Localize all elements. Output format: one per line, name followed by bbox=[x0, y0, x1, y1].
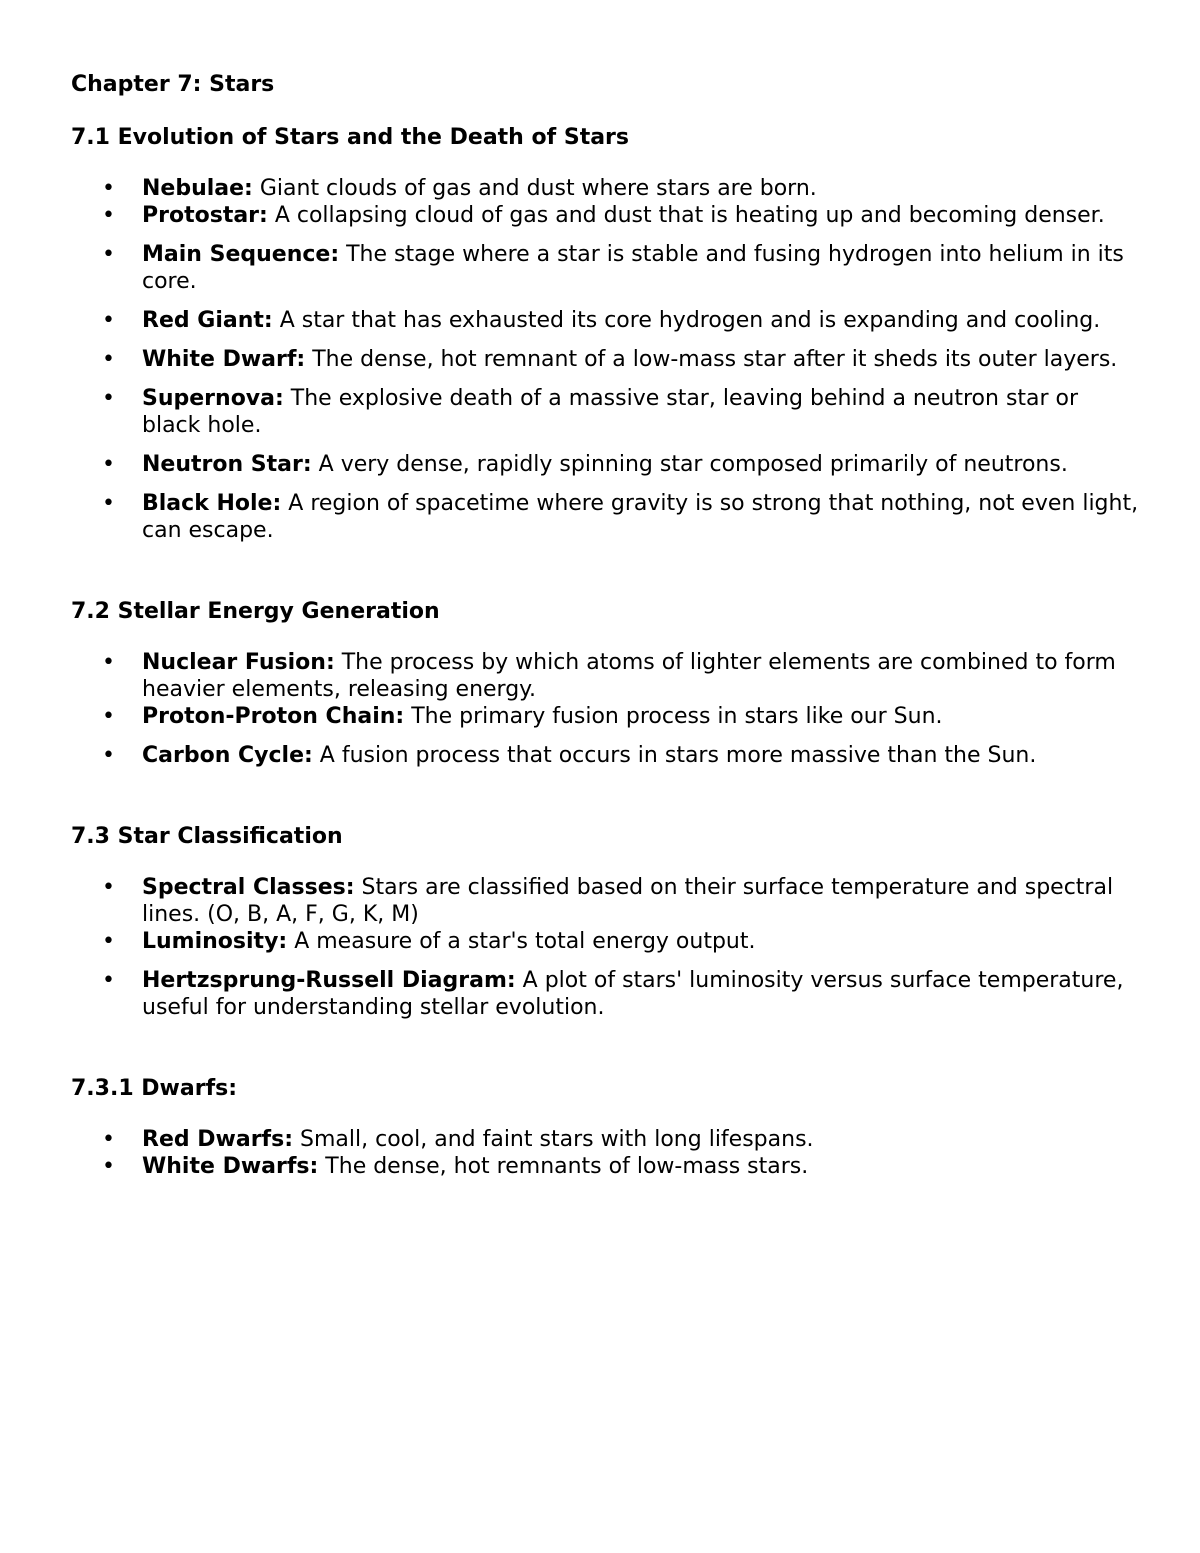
section-title: 7.2 Stellar Energy Generation bbox=[71, 599, 440, 624]
bullet-icon: • bbox=[102, 650, 115, 675]
term-label: Spectral Classes: bbox=[142, 875, 355, 900]
bullet-icon: • bbox=[102, 1154, 115, 1179]
term-definition: Stars are classified based on their surface temperature and spectral lines. (O, B, A, F, G, K, M) bbox=[142, 875, 1114, 927]
list-item bbox=[71, 1153, 1141, 1180]
term-label: White Dwarf: bbox=[142, 347, 306, 372]
list-item bbox=[71, 241, 1141, 295]
term-definition: Small, cool, and faint stars with long lifespans. bbox=[293, 1127, 814, 1152]
term-label: Nuclear Fusion: bbox=[142, 650, 335, 675]
term-label: Red Giant: bbox=[142, 308, 273, 333]
bullet-icon: • bbox=[102, 743, 115, 768]
section-title: 7.3 Star Classification bbox=[71, 824, 343, 849]
list-item bbox=[71, 703, 1141, 730]
bullet-icon: • bbox=[102, 203, 115, 228]
section-title: 7.1 Evolution of Stars and the Death of Stars bbox=[71, 125, 630, 150]
bullet-icon: • bbox=[102, 386, 115, 411]
list-item bbox=[71, 385, 1141, 439]
bullet-icon: • bbox=[102, 704, 115, 729]
bullet-icon: • bbox=[102, 1127, 115, 1152]
term-label: Hertzsprung-Russell Diagram: bbox=[142, 968, 516, 993]
list-item bbox=[71, 307, 1141, 334]
bullet-icon: • bbox=[102, 929, 115, 954]
term-list bbox=[71, 874, 1141, 1021]
term-label: Neutron Star: bbox=[142, 452, 312, 477]
term-definition: The explosive death of a massive star, leaving behind a neutron star or black hole. bbox=[142, 386, 1079, 438]
term-definition: A region of spacetime where gravity is so strong that nothing, not even light, can escape. bbox=[142, 491, 1139, 543]
term-label: Supernova: bbox=[142, 386, 284, 411]
term-list bbox=[71, 1126, 1141, 1180]
term-list bbox=[71, 649, 1141, 769]
term-label: Black Hole: bbox=[142, 491, 282, 516]
term-definition: Giant clouds of gas and dust where stars are born. bbox=[252, 176, 817, 201]
list-item bbox=[71, 451, 1141, 478]
list-item bbox=[71, 346, 1141, 373]
term-definition: The process by which atoms of lighter elements are combined to form heavier elements, releasing energy. bbox=[142, 650, 1116, 702]
term-list bbox=[71, 175, 1141, 544]
term-definition: A fusion process that occurs in stars more massive than the Sun. bbox=[312, 743, 1037, 768]
term-label: Protostar: bbox=[142, 203, 268, 228]
term-definition: The primary fusion process in stars like our Sun. bbox=[404, 704, 943, 729]
term-definition: The stage where a star is stable and fusing hydrogen into helium in its core. bbox=[142, 242, 1124, 294]
section-title: 7.3.1 Dwarfs: bbox=[71, 1076, 238, 1101]
list-item bbox=[71, 928, 1141, 955]
bullet-icon: • bbox=[102, 452, 115, 477]
term-definition: A measure of a star's total energy output. bbox=[287, 929, 756, 954]
term-label: Nebulae: bbox=[142, 176, 253, 201]
term-definition: The dense, hot remnants of low-mass stars. bbox=[318, 1154, 809, 1179]
list-item bbox=[71, 175, 1141, 202]
chapter-title: Chapter 7: Stars bbox=[71, 72, 275, 97]
bullet-icon: • bbox=[102, 176, 115, 201]
term-definition: A collapsing cloud of gas and dust that is heating up and becoming denser. bbox=[267, 203, 1105, 228]
bullet-icon: • bbox=[102, 347, 115, 372]
list-item bbox=[71, 967, 1141, 1021]
bullet-icon: • bbox=[102, 242, 115, 267]
list-item bbox=[71, 202, 1141, 229]
list-item bbox=[71, 874, 1141, 928]
term-definition: A plot of stars' luminosity versus surface temperature, useful for understanding stellar evolution. bbox=[142, 968, 1124, 1020]
list-item bbox=[71, 1126, 1141, 1153]
term-label: Luminosity: bbox=[142, 929, 288, 954]
bullet-icon: • bbox=[102, 491, 115, 516]
bullet-icon: • bbox=[102, 308, 115, 333]
term-definition: The dense, hot remnant of a low-mass star after it sheds its outer layers. bbox=[305, 347, 1118, 372]
term-label: Red Dwarfs: bbox=[142, 1127, 294, 1152]
bullet-icon: • bbox=[102, 968, 115, 993]
document-page bbox=[71, 70, 1141, 1180]
term-label: Proton-Proton Chain: bbox=[142, 704, 405, 729]
term-label: Main Sequence: bbox=[142, 242, 340, 267]
term-definition: A very dense, rapidly spinning star composed primarily of neutrons. bbox=[311, 452, 1068, 477]
list-item bbox=[71, 490, 1141, 544]
list-item bbox=[71, 649, 1141, 703]
term-label: White Dwarfs: bbox=[142, 1154, 319, 1179]
list-item bbox=[71, 742, 1141, 769]
term-label: Carbon Cycle: bbox=[142, 743, 313, 768]
bullet-icon: • bbox=[102, 875, 115, 900]
term-definition: A star that has exhausted its core hydrogen and is expanding and cooling. bbox=[272, 308, 1101, 333]
